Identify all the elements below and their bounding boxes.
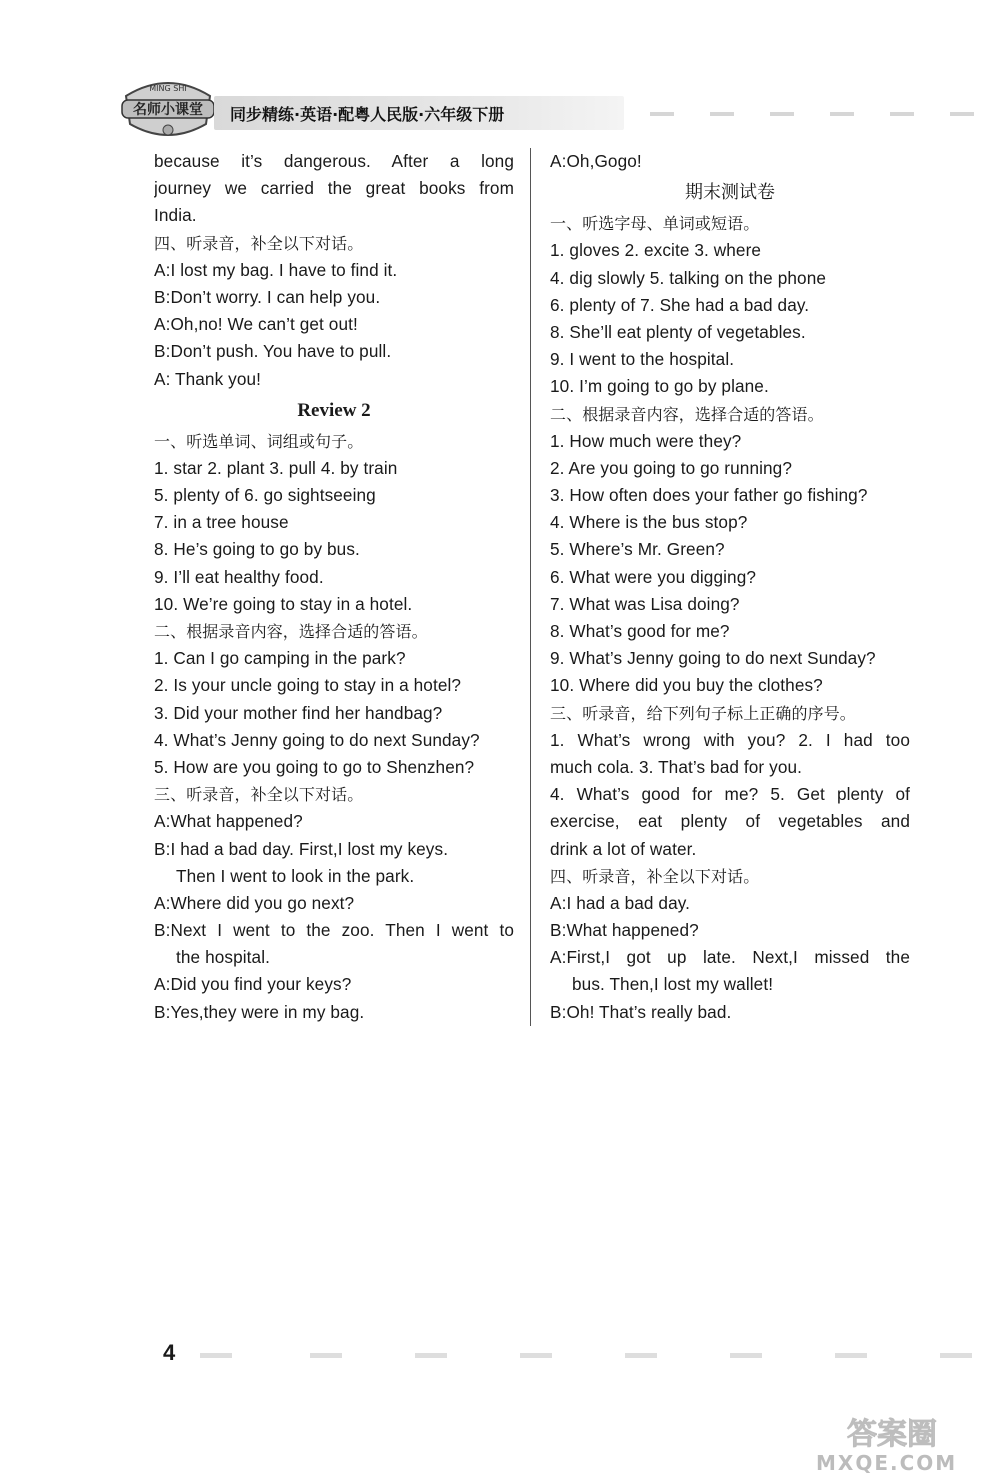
- answer-line: 9. What’s Jenny going to do next Sunday?: [550, 648, 876, 669]
- dialogue-line: A:Oh,no! We can’t get out!: [154, 314, 358, 335]
- answer-line: 10. I’m going to go by plane.: [550, 376, 769, 397]
- footer-decoration: [200, 1345, 980, 1365]
- page-number: 4: [163, 1340, 176, 1365]
- logo-small-text: MING SHI: [149, 84, 187, 93]
- dialogue-line: A:Oh,Gogo!: [550, 151, 642, 171]
- dialogue-line: bus. Then,I lost my wallet!: [572, 974, 774, 995]
- answer-line: 8. She’ll eat plenty of vegetables.: [550, 321, 806, 342]
- answer-line: 5. How are you going to go to Shenzhen?: [154, 756, 475, 777]
- answer-line: 3. How often does your father go fishing?: [550, 485, 868, 506]
- text-line: journey we carried the great books from: [154, 178, 514, 199]
- exam-title: 期末测试卷: [685, 182, 775, 204]
- logo-text: 名师小课堂: [133, 102, 203, 118]
- watermark-cn-text: 答案圈: [847, 1417, 937, 1452]
- text-line: India.: [154, 205, 197, 226]
- section-heading: 三、听录音，补全以下对话。: [154, 785, 364, 805]
- answer-line: 8. He’s going to go by bus.: [154, 539, 360, 560]
- dialogue-line: A:Where did you go next?: [154, 892, 355, 913]
- answer-line: 1. gloves 2. excite 3. where: [550, 240, 762, 261]
- answer-line: 10. Where did you buy the clothes?: [550, 675, 823, 696]
- dialogue-line: A:What happened?: [154, 811, 303, 832]
- dialogue-line: B:Next I went to the zoo. Then I went to: [154, 920, 514, 941]
- dialogue-line: A:I had a bad day.: [550, 892, 691, 913]
- answer-line: 6. What were you digging?: [550, 566, 757, 587]
- answer-line: 1. How much were they?: [550, 430, 742, 451]
- answer-line: much cola. 3. That’s bad for you.: [550, 756, 803, 777]
- dialogue-line: A:First,I got up late. Next,I missed the: [550, 947, 910, 968]
- section-heading: 一、听选字母、单词或短语。: [550, 214, 760, 234]
- answer-line: 9. I went to the hospital.: [550, 349, 735, 370]
- answer-line: 1. Can I go camping in the park?: [154, 648, 406, 669]
- answer-line: 9. I’ll eat healthy food.: [154, 566, 324, 587]
- dialogue-line: A:Did you find your keys?: [154, 974, 352, 995]
- answer-line: 4. dig slowly 5. talking on the phone: [550, 267, 827, 288]
- answer-line: 7. What was Lisa doing?: [550, 593, 740, 614]
- answer-line: drink a lot of water.: [550, 838, 697, 859]
- right-column: [550, 148, 910, 1026]
- dialogue-line: B:Don’t push. You have to pull.: [154, 341, 392, 362]
- watermark-url: MXQE.COM: [816, 1451, 958, 1475]
- column-divider: [530, 148, 531, 1026]
- answer-line: 10. We’re going to stay in a hotel.: [154, 593, 413, 614]
- section-heading: 一、听选单词、词组或句子。: [154, 431, 364, 451]
- answer-line: 1. What’s wrong with you? 2. I had too: [550, 729, 910, 750]
- answer-line: 3. Did your mother find her handbag?: [154, 702, 443, 723]
- header-decoration: [650, 104, 980, 124]
- section-heading: 四、听录音，补全以下对话。: [154, 233, 364, 253]
- dialogue-line: A:I lost my bag. I have to find it.: [154, 259, 398, 280]
- dialogue-line: B:I had a bad day. First,I lost my keys.: [154, 838, 449, 859]
- dialogue-line: B:Oh! That’s really bad.: [550, 1001, 732, 1022]
- answer-line: 2. Are you going to go running?: [550, 457, 792, 478]
- answer-line: exercise, eat plenty of vegetables and: [550, 811, 910, 832]
- left-column: [154, 148, 514, 1026]
- dialogue-line: B:What happened?: [550, 920, 699, 941]
- text-line: because it’s dangerous. After a long: [154, 151, 514, 171]
- answer-line: 8. What’s good for me?: [550, 621, 730, 641]
- answer-line: 6. plenty of 7. She had a bad day.: [550, 294, 810, 315]
- answer-line: 7. in a tree house: [154, 512, 289, 533]
- section-heading: 四、听录音，补全以下对话。: [550, 866, 760, 886]
- answer-line: 5. plenty of 6. go sightseeing: [154, 485, 376, 506]
- answer-line: 4. What’s good for me? 5. Get plenty of: [550, 784, 910, 805]
- answer-line: 5. Where’s Mr. Green?: [550, 539, 725, 560]
- section-heading: 二、根据录音内容，选择合适的答语。: [154, 622, 428, 641]
- dialogue-line: B:Don’t worry. I can help you.: [154, 286, 381, 307]
- publisher-logo: [118, 74, 218, 142]
- answer-line: 2. Is your uncle going to stay in a hotel?: [154, 675, 462, 696]
- section-heading: 三、听录音，给下列句子标上正确的序号。: [550, 703, 856, 723]
- dialogue-line: A: Thank you!: [154, 368, 262, 389]
- review-title: Review 2: [297, 399, 371, 421]
- dialogue-line: the hospital.: [176, 947, 270, 968]
- section-heading: 二、根据录音内容，选择合适的答语。: [550, 404, 824, 424]
- answer-line: 4. What’s Jenny going to do next Sunday?: [154, 729, 480, 750]
- answer-line: 4. Where is the bus stop?: [550, 512, 748, 533]
- dialogue-line: Then I went to look in the park.: [176, 865, 415, 886]
- answer-line: 1. star 2. plant 3. pull 4. by train: [154, 457, 398, 478]
- dialogue-line: B:Yes,they were in my bag.: [154, 1001, 365, 1022]
- book-series-title: 同步精练·英语·配粤人民版·六年级下册: [230, 105, 505, 124]
